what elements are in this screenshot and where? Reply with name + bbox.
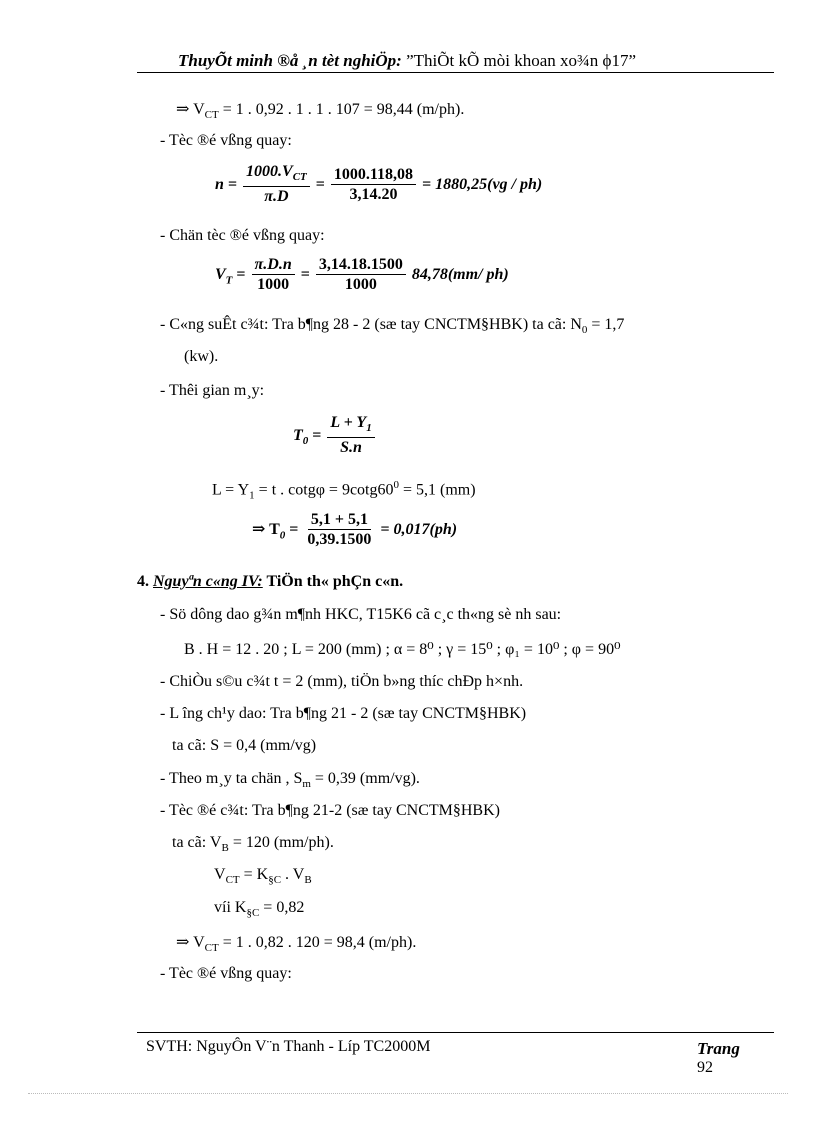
denominator: 3,14.20: [349, 185, 398, 203]
spindle-speed-label-2: - Tèc ®é vßng quay:: [160, 965, 292, 982]
subscript: CT: [292, 171, 307, 184]
page-bottom-border: [28, 1093, 788, 1094]
feed-line: - L îng ch¹y dao: Tra b¶ng 21 - 2 (sæ tay CNCTM§HBK): [160, 705, 527, 722]
subscript: §C: [246, 907, 260, 920]
text: ta cã: V: [172, 834, 222, 851]
text: = 1 . 0,82 . 120 = 98,4 (m/ph).: [218, 934, 417, 951]
numerator: 3,14.18.1500: [316, 256, 406, 275]
cutting-speed-line: - Tèc ®é c¾t: Tra b¶ng 21-2 (sæ tay CNCTM§HBK): [160, 802, 500, 819]
subscript: §C: [268, 874, 282, 887]
numerator: 1000.118,08: [331, 166, 416, 185]
footer-author: SVTH: NguyÔn V¨n Thanh - Líp TC2000M: [146, 1038, 431, 1055]
text: L = Y: [212, 481, 250, 499]
vb-line: [172, 834, 334, 854]
machine-time-label: - Thêi gian m¸y:: [160, 382, 265, 399]
formula-result: = 0,017(ph): [380, 521, 458, 539]
section-heading: [137, 573, 403, 591]
subscript: B: [221, 842, 229, 855]
cutting-power-line: [160, 316, 624, 336]
formula-lhs: T: [293, 426, 303, 444]
denominator: 0,39.1500: [307, 531, 372, 548]
kdc-line: [214, 899, 304, 919]
formula-machine-time: $T_0$ = $\frac{L + Y_1}{S.n}$: [293, 414, 377, 458]
power-unit: (kw).: [184, 348, 219, 365]
text: ⇒ V: [176, 101, 205, 118]
text: = K: [239, 866, 269, 883]
formula-lhs: V: [215, 266, 226, 284]
text: = 120 (mm/ph).: [228, 834, 334, 851]
text: . V: [281, 866, 305, 883]
subscript: 1: [366, 422, 372, 435]
text: ⇒ V: [176, 934, 205, 951]
tool-line: - Sö dông dao g¾n m¶nh HKC, T15K6 cã c¸c th«ng sè nh sau:: [160, 606, 562, 623]
denominator: 1000: [344, 276, 377, 293]
text: V: [214, 866, 226, 883]
numerator: 1000.V: [246, 163, 293, 180]
header-title: ”ThiÕt kÕ mòi khoan xo¾n ϕ17”: [401, 51, 636, 70]
subscript: m: [302, 778, 311, 791]
page-header: [178, 51, 636, 71]
header-label: ThuyÕt minh ®å ¸n tèt nghiÖp:: [178, 51, 402, 70]
numerator: π.D.n: [252, 256, 295, 275]
spindle-speed-label: - Tèc ®é vßng quay:: [160, 132, 292, 149]
text: = 1,7: [587, 316, 625, 333]
fraction: [331, 166, 416, 205]
depth-line: - ChiÒu s©u c¾t t = 2 (mm), tiÖn b»ng thíc chÐp h×nh.: [160, 673, 524, 690]
fraction: [316, 256, 406, 295]
text: = 1 . 0,92 . 1 . 1 . 107 = 98,44 (m/ph).: [218, 101, 465, 118]
formula-spindle-speed: n = $\frac{1000.V_{CT}}{\pi.D}$ = $\frac{1000.118,08}{3,14.20}$ = 1880,25(vg / ph): [215, 163, 543, 206]
formula-lhs: n =: [215, 175, 238, 193]
numerator: L + Y: [330, 414, 367, 431]
section-number: 4.: [137, 573, 153, 590]
text: = 0,39 (mm/vg).: [310, 770, 420, 787]
footer-rule: [137, 1032, 774, 1033]
footer-trang: Trang: [697, 1039, 740, 1058]
formula-cutting-speed: $V_T$ = $\frac{\pi.D.n}{1000}$ = $\frac{3,14.18.1500}{1000}$ 84,78(mm/ ph): [215, 256, 509, 293]
machine-feed-line: [160, 770, 420, 790]
formula-machine-time-result: ⇒ $T_0$ = $\frac{5,1 + 5,1}{0,39.1500}$ = 0,017(ph): [252, 511, 458, 548]
header-rule: [137, 72, 774, 73]
fraction: [327, 414, 374, 458]
subscript: T: [225, 274, 233, 287]
formula-lhs: ⇒ T: [252, 521, 280, 539]
subscript: CT: [204, 109, 219, 122]
denominator: π.D: [264, 188, 289, 206]
text: = 0,82: [259, 899, 305, 916]
text: = 5,1 (mm): [399, 481, 476, 499]
vct-result-2: [176, 932, 416, 954]
denominator: 1000: [257, 276, 290, 293]
section-subtitle: TiÖn th« phÇn c«n.: [262, 573, 404, 590]
subscript: CT: [225, 874, 240, 887]
feed-value: ta cã: S = 0,4 (mm/vg): [172, 737, 317, 754]
denominator: S.n: [340, 439, 362, 457]
tool-params: B . H = 12 . 20 ; L = 200 (mm) ; α = 8⁰ ; γ = 15⁰ ; φ₁ = 10⁰ ; φ = 90⁰: [184, 641, 621, 658]
text: - Theo m¸y ta chän , S: [160, 770, 303, 787]
fraction: [252, 256, 295, 295]
footer-page-number: 92: [697, 1059, 713, 1076]
subscript: 0: [302, 434, 309, 447]
formula-result: 84,78(mm/ ph): [411, 266, 509, 284]
vct-formula: [214, 866, 312, 886]
subscript: B: [304, 874, 312, 887]
subscript: 1: [249, 489, 255, 502]
subscript: 0: [279, 529, 286, 542]
vct-result-1: [176, 99, 464, 121]
subscript: 0: [581, 324, 588, 337]
numerator: 5,1 + 5,1: [308, 511, 371, 530]
choose-speed-label: - Chän tèc ®é vßng quay:: [160, 227, 325, 244]
text: = t . cotgφ = 9cotg60: [254, 481, 394, 499]
subscript: CT: [204, 942, 219, 955]
text: víi K: [214, 899, 247, 916]
section-title: Nguyªn c«ng IV:: [153, 573, 263, 590]
formula-result: = 1880,25(vg / ph): [422, 175, 543, 193]
fraction: [243, 163, 310, 207]
length-line: [212, 479, 476, 502]
fraction: [304, 511, 374, 550]
superscript: 0: [393, 479, 399, 491]
text: - C«ng suÊt c¾t: Tra b¶ng 28 - 2 (sæ tay CNCTM§HBK) ta cã: N: [160, 316, 582, 333]
